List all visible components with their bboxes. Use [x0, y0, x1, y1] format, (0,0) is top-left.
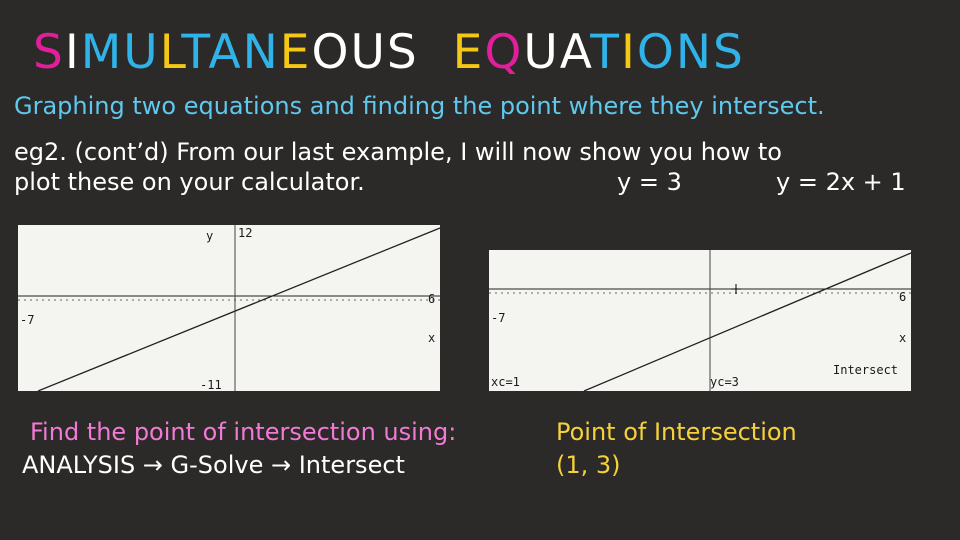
title-letter: U	[523, 25, 560, 80]
title-letter: L	[159, 25, 182, 80]
xc-readout: xc=1	[491, 375, 520, 389]
title-letter: O	[311, 25, 351, 80]
intersect-status: Intersect	[833, 363, 899, 377]
intro-text: Graphing two equations and finding the point where they intersect.	[14, 92, 825, 120]
title-letter: U	[350, 25, 387, 80]
title-letter: I	[620, 25, 637, 80]
y-min-label: -11	[200, 378, 222, 391]
result-caption-line-2: (1, 3)	[556, 451, 621, 479]
title-letter: S	[33, 25, 65, 80]
title-letter: U	[123, 25, 160, 80]
title-letter: T	[181, 25, 209, 80]
x-max-label: 6	[428, 292, 436, 306]
calculator-graph-screen-2	[489, 250, 911, 391]
title-letter: Q	[484, 25, 524, 80]
example-line-1: eg2. (cont’d) From our last example, I will now show you how to	[14, 138, 782, 166]
x-min-label: -7	[491, 311, 506, 325]
title-letter: E	[452, 25, 485, 80]
y-axis-label: y	[206, 229, 214, 243]
result-caption	[556, 416, 797, 482]
title-letter: A	[559, 25, 591, 80]
title-letter: N	[675, 25, 714, 80]
y-max-label: 12	[238, 226, 253, 240]
example-line-2: plot these on your calculator.	[14, 168, 365, 196]
line-2x-plus-1	[38, 228, 440, 391]
result-caption-line-1: Point of Intersection	[556, 418, 797, 446]
title-letter: T	[590, 25, 621, 80]
equation-2: y = 2x + 1	[776, 168, 906, 196]
x-axis-label: x	[899, 331, 907, 345]
title-letter: S	[386, 25, 419, 80]
intersection-cursor	[731, 284, 741, 294]
slide-title	[33, 22, 745, 84]
title-letter: O	[636, 25, 676, 80]
method-caption-line-2: ANALYSIS → G-Solve → Intersect	[22, 451, 405, 479]
title-letter	[419, 25, 453, 80]
x-min-label: -7	[20, 313, 35, 327]
x-axis-label: x	[428, 331, 436, 345]
title-letter: E	[279, 25, 312, 80]
title-letter: N	[242, 25, 280, 80]
title-letter: S	[713, 25, 745, 80]
title-letter: I	[64, 25, 81, 80]
title-letter: A	[208, 25, 243, 80]
title-letter: M	[80, 25, 124, 80]
x-max-label: 6	[899, 290, 907, 304]
method-caption-line-1: Find the point of intersection using:	[30, 418, 457, 446]
method-caption	[22, 416, 456, 482]
calculator-graph-screen-1	[18, 225, 440, 391]
graph-plot-1	[18, 225, 440, 391]
equation-1: y = 3	[617, 168, 682, 196]
yc-readout: yc=3	[710, 375, 739, 389]
